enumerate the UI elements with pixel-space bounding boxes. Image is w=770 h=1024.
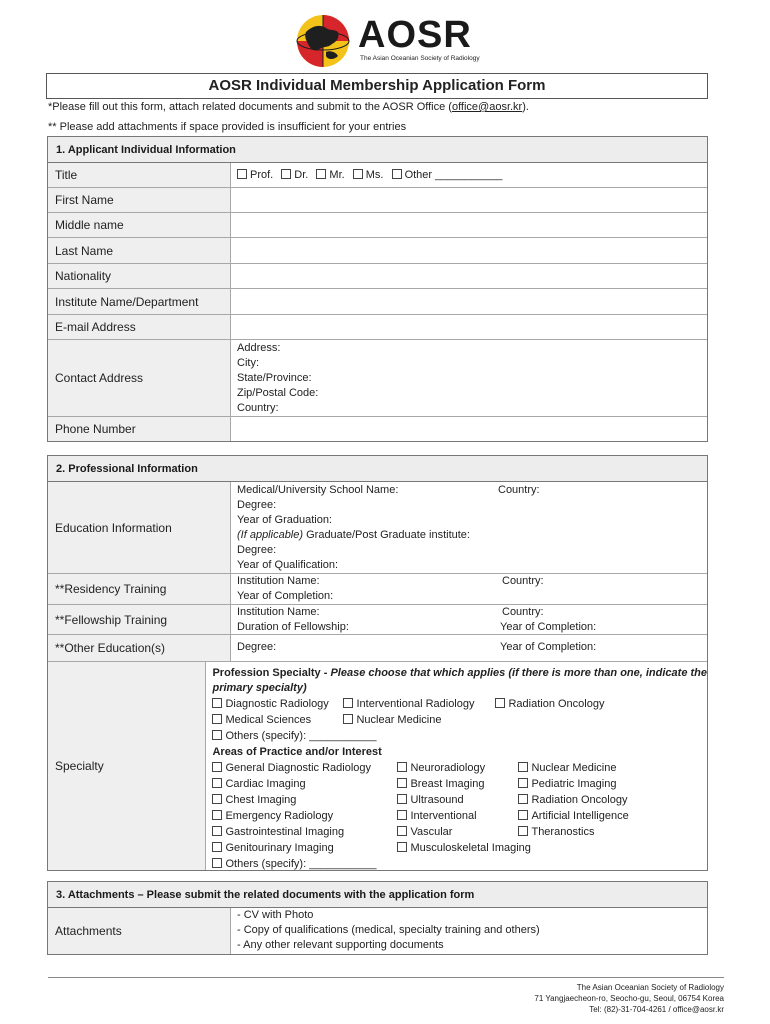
email-row [48, 315, 707, 340]
instruction-note-2: ** Please add attachments if space provided is insufficient for your entries [48, 121, 407, 133]
middle-name-label: Middle name [48, 213, 231, 237]
contact-city-line: City: [237, 357, 259, 369]
last-name-label: Last Name [48, 238, 231, 263]
education-school-line: Medical/University School Name: Country: [237, 484, 540, 496]
first-name-label: First Name [48, 188, 231, 212]
checkbox-icon[interactable] [212, 858, 222, 868]
form-title: AOSR Individual Membership Application Form [46, 73, 708, 99]
checkbox-icon[interactable] [495, 698, 505, 708]
areas-row [212, 760, 707, 776]
attachment-item: - Copy of qualifications (medical, specialty training and others) [237, 924, 540, 936]
logo-subtitle: The Asian Oceanian Society of Radiology [360, 55, 480, 62]
footer-org: The Asian Oceanian Society of Radiology [576, 983, 724, 992]
nationality-field[interactable] [231, 264, 707, 288]
residency-field[interactable] [231, 574, 707, 604]
profession-nuclear-medicine[interactable]: Nuclear Medicine [343, 712, 441, 728]
office-email-link[interactable]: office@aosr.kr [451, 101, 523, 113]
area-option[interactable]: Vascular [397, 824, 452, 840]
phone-field[interactable] [231, 417, 707, 441]
footer-address: 71 Yangjaecheon-ro, Seocho-gu, Seoul, 06754 Korea [534, 994, 724, 1003]
area-option[interactable]: Breast Imaging [397, 776, 484, 792]
checkbox-icon[interactable] [353, 169, 363, 179]
profession-options-row-2 [212, 712, 707, 728]
fellowship-institution-line: Institution Name: Country: [237, 606, 544, 618]
profession-radiation-oncology[interactable]: Radiation Oncology [495, 696, 604, 712]
areas-row [212, 824, 707, 840]
profession-heading: Profession Specialty - Please choose that which applies (if there is more than one, indicate the [212, 667, 707, 679]
title-option-prof[interactable]: Prof. [237, 163, 273, 187]
attachments-list [231, 908, 707, 954]
area-option[interactable]: Musculoskeletal Imaging [397, 840, 530, 856]
institute-row [48, 289, 707, 315]
nationality-row [48, 264, 707, 289]
middle-name-field[interactable] [231, 213, 707, 237]
area-option[interactable]: Radiation Oncology [518, 792, 627, 808]
attachments-row [48, 908, 707, 954]
phone-row [48, 417, 707, 441]
education-degree-line: Degree: [237, 499, 277, 511]
area-option[interactable]: Artificial Intelligence [518, 808, 628, 824]
checkbox-icon[interactable] [316, 169, 326, 179]
contact-address-label: Contact Address [48, 340, 231, 416]
contact-zip-line: Zip/Postal Code: [237, 387, 319, 399]
checkbox-icon[interactable] [397, 794, 407, 804]
specialty-label: Specialty [48, 662, 206, 870]
middle-name-row [48, 213, 707, 238]
education-field[interactable] [231, 482, 707, 573]
checkbox-icon[interactable] [212, 778, 222, 788]
attachments-label: Attachments [48, 908, 231, 954]
education-label: Education Information [48, 482, 231, 573]
residency-row [48, 574, 707, 605]
checkbox-icon[interactable] [212, 698, 222, 708]
checkbox-icon[interactable] [397, 810, 407, 820]
checkbox-icon[interactable] [397, 762, 407, 772]
checkbox-icon[interactable] [518, 762, 528, 772]
area-option[interactable]: Theranostics [518, 824, 594, 840]
checkbox-icon[interactable] [281, 169, 291, 179]
areas-row [212, 792, 707, 808]
checkbox-icon[interactable] [212, 730, 222, 740]
areas-heading: Areas of Practice and/or Interest [212, 746, 382, 758]
profession-note: primary specialty) [212, 682, 307, 694]
checkbox-icon[interactable] [212, 714, 222, 724]
checkbox-icon[interactable] [518, 778, 528, 788]
area-option[interactable]: Chest Imaging [212, 792, 296, 808]
checkbox-icon[interactable] [397, 778, 407, 788]
profession-options-row-1 [212, 696, 707, 712]
fellowship-field[interactable] [231, 605, 707, 634]
area-option[interactable]: Neuroradiology [397, 760, 485, 776]
area-option[interactable]: Cardiac Imaging [212, 776, 305, 792]
area-option[interactable]: Pediatric Imaging [518, 776, 616, 792]
attachment-item: - CV with Photo [237, 909, 314, 921]
checkbox-icon[interactable] [343, 714, 353, 724]
section-professional-information [47, 455, 708, 871]
section-attachments [47, 881, 708, 955]
last-name-row [48, 238, 707, 264]
other-education-field[interactable] [231, 635, 707, 661]
attachment-item: - Any other relevant supporting documents [237, 939, 444, 951]
area-option[interactable]: General Diagnostic Radiology [212, 760, 371, 776]
section-1-header: 1. Applicant Individual Information [48, 137, 707, 163]
phone-label: Phone Number [48, 417, 231, 441]
education-graduation-line: Year of Graduation: [237, 514, 332, 526]
checkbox-icon[interactable] [237, 169, 247, 179]
checkbox-icon[interactable] [397, 826, 407, 836]
checkbox-icon[interactable] [212, 810, 222, 820]
last-name-field[interactable] [231, 238, 707, 263]
education-row [48, 482, 707, 574]
checkbox-icon[interactable] [518, 794, 528, 804]
logo-wordmark: AOSR [358, 14, 472, 56]
fellowship-duration-line: Duration of Fellowship: Year of Completion: [237, 621, 597, 633]
checkbox-icon[interactable] [518, 810, 528, 820]
other-education-label: **Other Education(s) [48, 635, 231, 661]
residency-label: **Residency Training [48, 574, 231, 604]
profession-options-row-3 [212, 728, 707, 744]
areas-row [212, 808, 707, 824]
title-label: Title [48, 163, 231, 187]
checkbox-icon[interactable] [212, 762, 222, 772]
profession-diagnostic-radiology[interactable]: Diagnostic Radiology [212, 696, 328, 712]
area-option[interactable]: Nuclear Medicine [518, 760, 616, 776]
areas-row [212, 840, 707, 856]
residency-institution-line: Institution Name: Country: [237, 575, 544, 587]
area-option[interactable]: Emergency Radiology [212, 808, 333, 824]
title-row [48, 163, 707, 188]
education-postgrad-line: (If applicable) Graduate/Post Graduate institute: [237, 529, 470, 541]
first-name-row [48, 188, 707, 213]
areas-of-practice [212, 760, 707, 872]
first-name-field[interactable] [231, 188, 707, 212]
fellowship-row [48, 605, 707, 635]
instruction-note-1: *Please fill out this form, attach related documents and submit to the AOSR Office (office@aosr.kr). [48, 101, 529, 113]
checkbox-icon[interactable] [212, 842, 222, 852]
area-option[interactable]: Ultrasound [397, 792, 463, 808]
title-option-dr[interactable]: Dr. [281, 163, 308, 187]
fellowship-label: **Fellowship Training [48, 605, 231, 634]
nationality-label: Nationality [48, 264, 231, 288]
section-applicant-information [47, 136, 708, 442]
institute-label: Institute Name/Department [48, 289, 231, 314]
footer-divider [48, 977, 724, 978]
areas-row [212, 776, 707, 792]
footer-contact: Tel: (82)-31-704-4261 / office@aosr.kr [589, 1005, 724, 1014]
checkbox-icon[interactable] [397, 842, 407, 852]
contact-address-row [48, 340, 707, 417]
checkbox-icon[interactable] [392, 169, 402, 179]
specialty-field [206, 662, 707, 870]
section-3-header: 3. Attachments – Please submit the related documents with the application form [48, 882, 707, 908]
title-option-ms[interactable]: Ms. [353, 163, 384, 187]
residency-completion-line: Year of Completion: [237, 590, 334, 602]
area-option[interactable]: Others (specify): ___________ [212, 856, 376, 872]
contact-address-field[interactable] [231, 340, 707, 416]
checkbox-icon[interactable] [343, 698, 353, 708]
institute-field[interactable] [231, 289, 707, 314]
email-field[interactable] [231, 315, 707, 339]
areas-row [212, 856, 707, 872]
specialty-row [48, 662, 707, 870]
education-degree2-line: Degree: [237, 544, 277, 556]
profession-medical-sciences[interactable]: Medical Sciences [212, 712, 311, 728]
title-option-mr[interactable]: Mr. [316, 163, 344, 187]
education-qualification-line: Year of Qualification: [237, 559, 339, 571]
title-options [231, 163, 707, 187]
other-education-row [48, 635, 707, 662]
checkbox-icon[interactable] [518, 826, 528, 836]
profession-interventional-radiology[interactable]: Interventional Radiology [343, 696, 474, 712]
area-option[interactable]: Gastrointestinal Imaging [212, 824, 344, 840]
other-education-line: Degree: Year of Completion: [237, 641, 597, 653]
globe-emblem-icon [296, 14, 352, 68]
contact-country-line: Country: [237, 402, 279, 414]
area-option[interactable]: Genitourinary Imaging [212, 840, 333, 856]
title-option-other[interactable]: Other ___________ [392, 163, 503, 187]
contact-state-line: State/Province: [237, 372, 312, 384]
aosr-logo [296, 14, 496, 68]
checkbox-icon[interactable] [212, 794, 222, 804]
area-option[interactable]: Interventional [397, 808, 476, 824]
contact-address-line: Address: [237, 342, 281, 354]
profession-others[interactable]: Others (specify): ___________ [212, 728, 376, 744]
section-2-header: 2. Professional Information [48, 456, 707, 482]
checkbox-icon[interactable] [212, 826, 222, 836]
email-label: E-mail Address [48, 315, 231, 339]
